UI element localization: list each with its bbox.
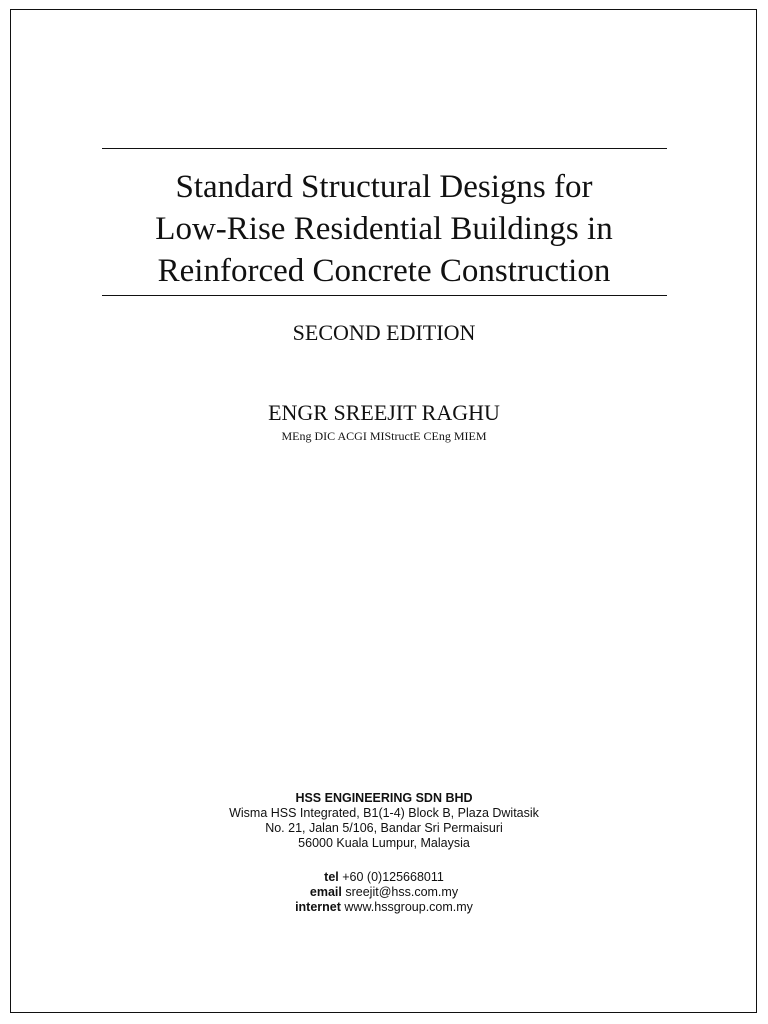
tel-label: tel <box>324 870 339 884</box>
contact-internet <box>0 900 768 915</box>
title-line-3: Reinforced Concrete Construction <box>157 253 611 289</box>
page-border <box>10 9 757 1013</box>
contact-email <box>0 885 768 900</box>
author-credentials: MEng DIC ACGI MIStructE CEng MIEM <box>281 429 487 443</box>
address-line-2: No. 21, Jalan 5/106, Bandar Sri Permaisuri <box>265 821 503 835</box>
address-line-3: 56000 Kuala Lumpur, Malaysia <box>298 836 470 850</box>
email-label: email <box>309 885 342 899</box>
title-line-2: Low-Rise Residential Buildings in <box>155 211 613 247</box>
author-name: ENGR SREEJIT RAGHU <box>268 400 500 425</box>
address-line-1: Wisma HSS Integrated, B1(1-4) Block B, Plaza Dwitasik <box>229 806 539 820</box>
edition-label: SECOND EDITION <box>292 320 476 345</box>
publisher-name: HSS ENGINEERING SDN BHD <box>295 791 473 805</box>
book-title <box>0 166 768 292</box>
internet-value: www.hssgroup.com.my <box>344 900 473 914</box>
tel-value: +60 (0)125668011 <box>342 870 444 884</box>
email-value: sreejit@hss.com.my <box>345 885 459 899</box>
contact-block <box>0 870 768 915</box>
title-line-1: Standard Structural Designs for <box>175 169 593 205</box>
title-top-rule <box>102 148 667 149</box>
contact-tel <box>0 870 768 885</box>
title-bottom-rule <box>102 295 667 296</box>
internet-label: internet <box>295 900 341 914</box>
publisher-block <box>0 791 768 851</box>
